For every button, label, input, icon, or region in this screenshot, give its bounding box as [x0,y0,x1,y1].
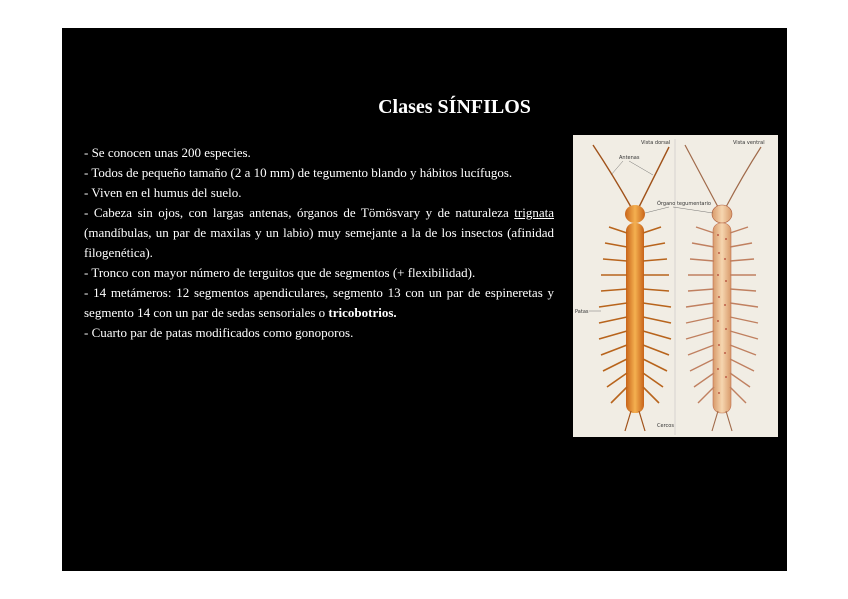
label-cercos: Cercos [657,423,674,429]
bullet-6 [84,283,554,323]
right-head [712,205,732,223]
right-antenna-1 [685,145,718,207]
label-antenas: Antenas [619,155,640,161]
right-cercus-2 [726,411,732,431]
bullet-list [84,143,554,343]
bullet-4-underlined: trignata [514,205,554,220]
bullet-7: - Cuarto par de patas modificados como gonoporos. [84,325,354,340]
slide-title: Clases SÍNFILOS [378,96,531,118]
symphyla-illustration [573,135,778,437]
left-cercus-1 [625,411,631,431]
left-cercus-2 [639,411,645,431]
bullet-3: - Viven en el humus del suelo. [84,185,242,200]
slide [62,28,787,571]
bullet-1: - Se conocen unas 200 especies. [84,145,251,160]
left-trunk [626,223,644,413]
bullet-6-bold: tricobotrios. [328,305,397,320]
label-patas: Patas [575,309,589,315]
right-cercus-1 [712,411,718,431]
bullet-4 [84,203,554,263]
bullet-6-text: - 14 metámeros: 12 segmentos apendiculares, segmento 13 con un par de espineretas y segmento 14 con un par de sedas sensoriales o [84,285,554,320]
left-head [625,205,645,223]
right-trunk [713,223,731,413]
left-antenna-2 [639,147,669,207]
dorsal-specimen [593,145,671,431]
label-top-right: Vista ventral [733,140,765,146]
bullet-4-text-a: - Cabeza sin ojos, con largas antenas, órganos de Tömösvary y de naturaleza [84,205,515,220]
bullet-2: - Todos de pequeño tamaño (2 a 10 mm) de tegumento blando y hábitos lucífugos. [84,165,513,180]
label-organo: Órgano tegumentario [657,201,711,207]
right-antenna-2 [726,147,761,207]
bullet-5: - Tronco con mayor número de terguitos que de segmentos (+ flexibilidad). [84,265,476,280]
illustration-svg [573,135,778,437]
label-top-left: Vista dorsal [641,140,671,146]
ventral-specimen [685,145,761,431]
bullet-4-text-b: (mandíbulas, un par de maxilas y un labio) muy semejante a la de los insectos (afinidad filogenética). [84,225,554,260]
